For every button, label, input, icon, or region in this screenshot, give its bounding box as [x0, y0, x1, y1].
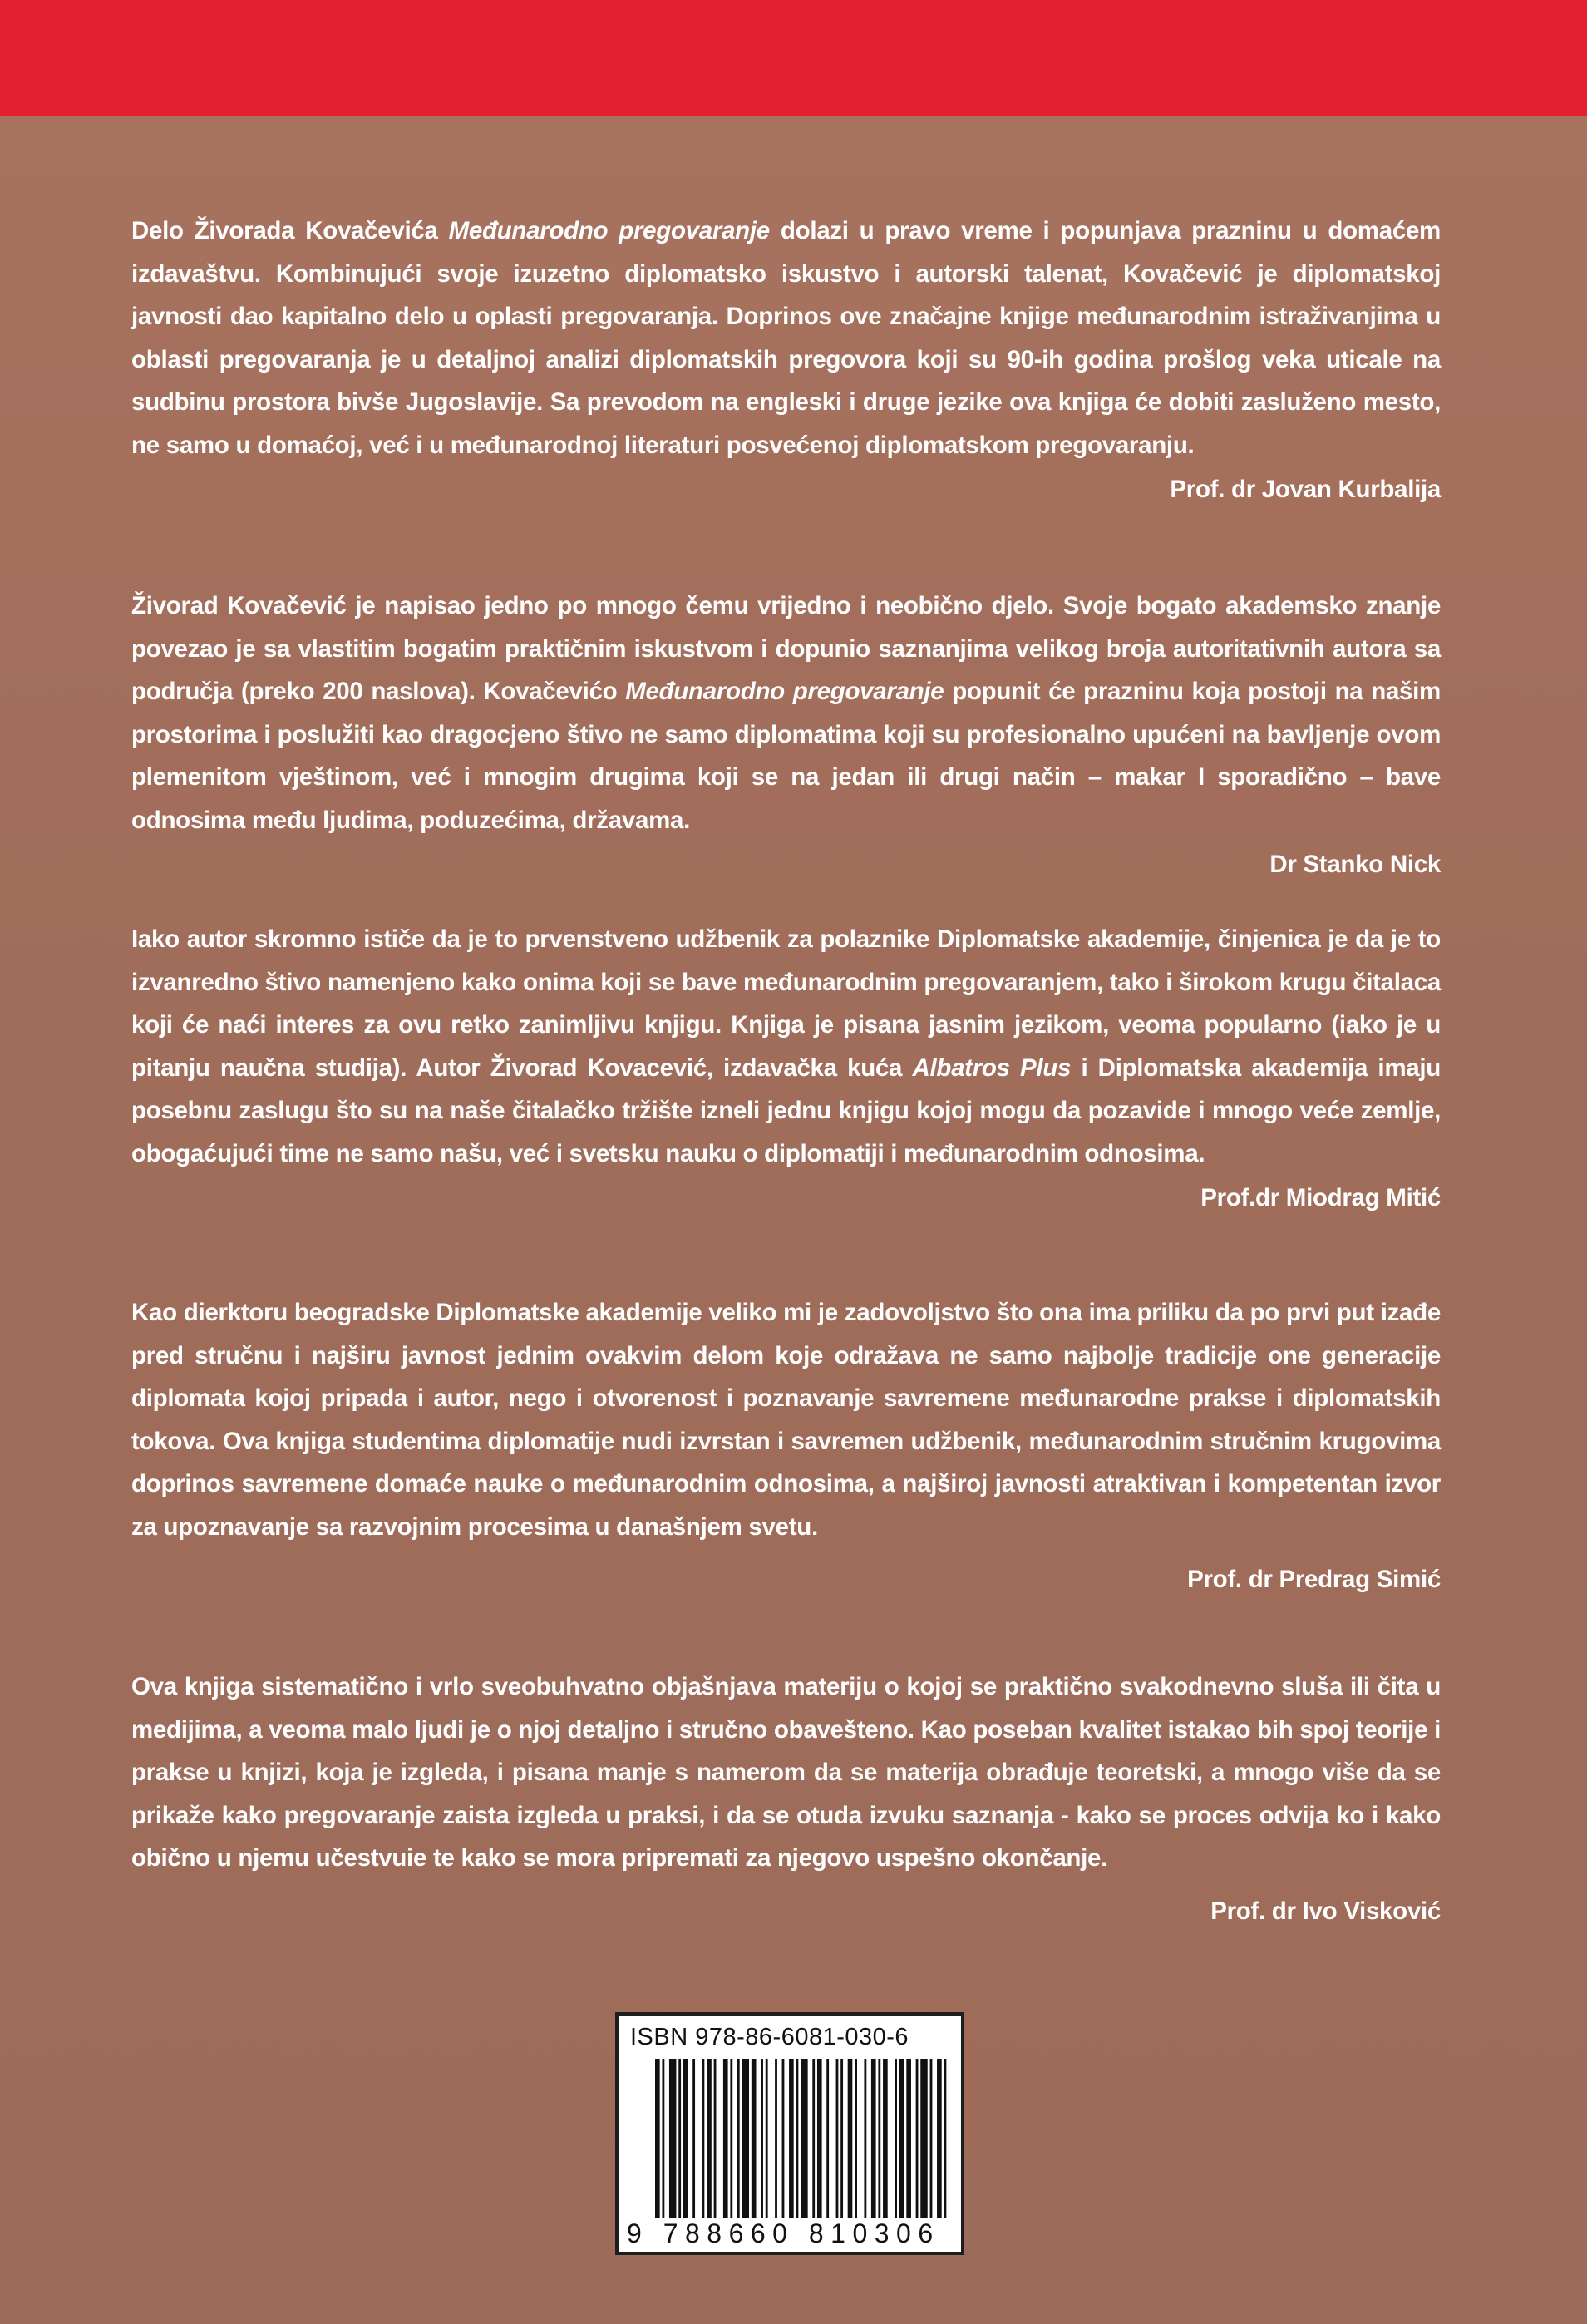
- review-nick: [131, 585, 1441, 886]
- review-author: Dr Stanko Nick: [1269, 851, 1441, 878]
- review-kurbalija: [131, 210, 1441, 511]
- isbn-barcode-box: [615, 2012, 964, 2255]
- isbn-label: ISBN 978-86-6081-030-6: [630, 2024, 909, 2050]
- review-author: Prof.dr Miodrag Mitić: [1200, 1184, 1441, 1211]
- review-author: Prof. dr Jovan Kurbalija: [1170, 476, 1441, 503]
- review-text: Kao dierktoru beogradske Diplomatske akademije veliko mi je zadovoljstvo što ona ima priliku da po prvi put izađe pred stručnu i najširu javnost jednim ovakvim delom koje odražava ne samo najbolje tradicije one generacije diplomata kojoj pripada i autor, nego i otvorenost i poznavanje savremene međunarodne prakse i diplomatskih tokova. Ova knjiga studentima diplomatije nudi izvrstan i savremen udžbenik, međunarodnim stručnim krugovima doprinos savremene domaće nauke o međunarodnim odnosima, a najširoj javnosti atraktivan i kompetentan izvor za upoznavanje sa razvojnim procesima u današnjem svetu.: [131, 1299, 1441, 1541]
- review-simic: [131, 1291, 1441, 1601]
- red-top-band: [0, 0, 1587, 116]
- barcode-digits: 9 788660 810306: [627, 2218, 959, 2249]
- review-author: Prof. dr Predrag Simić: [1187, 1566, 1441, 1593]
- review-text: Živorad Kovačević je napisao jedno po mnogo čemu vrijedno i neobično djelo. Svoje bogato akademsko znanje povezao je sa vlastitim bogatim praktičnim iskustvom i dopunio saznanjima velikog broja autoritativnih autora sa područja (preko 200 naslova). Kovačevićo Međunarodno pregovaranje popunit će prazninu koja postoji na našim prostorima i poslužiti kao dragocjeno štivo ne samo diplomatima koji su profesionalno upućeni na bavljenje ovom plemenitom vještinom, već i mnogim drugima koji se na jedan ili drugi način – makar I sporadično – bave odnosima među ljudima, poduzećima, državama.: [131, 592, 1441, 834]
- review-viskovic: [131, 1665, 1441, 1932]
- review-text: Iako autor skromno ističe da je to prvenstveno udžbenik za polaznike Diplomatske akademije, činjenica je da je to izvanredno štivo namenjeno kako onima koji se bave međunarodnim pregovaranjem, tako i širokom krugu čitalaca koji će naći interes za ovu retko zanimljivu knjigu. Knjiga je pisana jasnim jezikom, veoma popularno (iako je u pitanju naučna studija). Autor Živorad Kovacević, izdavačka kuća Albatros Plus i Diplomatska akademija imaju posebnu zaslugu što su na naše čitalačko tržište izneli jednu knjigu kojoj mogu da pozavide i mnogo veće zemlje, obogaćujući time ne samo našu, već i svetsku nauku o diplomatiji i međunarodnim odnosima.: [131, 925, 1441, 1167]
- review-text: Delo Živorada Kovačevića Međunarodno pregovaranje dolazi u pravo vreme i popunjava prazninu u domaćem izdavaštvu. Kombinujući svoje izuzetno diplomatsko iskustvo i autorski talenat, Kovačević je diplomatskoj javnosti dao kapitalno delo u oplasti pregovaranja. Doprinos ove značajne knjige međunarodnim istraživanjima u oblasti pregovaranja je u detaljnoj analizi diplomatskih pregovora koji su 90-ih godina prošlog veka uticale na sudbinu prostora bivše Jugoslavije. Sa prevodom na engleski i druge jezike ova knjiga će dobiti zasluženo mesto, ne samo u domaćoj, već i u međunarodnoj literaturi posvećenoj diplomatskom pregovaranju.: [131, 217, 1441, 459]
- review-text: Ova knjiga sistematično i vrlo sveobuhvatno objašnjava materiju o kojoj se praktično svakodnevno sluša ili čita u medijima, a veoma malo ljudi je o njoj detaljno i stručno obavešteno. Kao poseban kvalitet istakao bih spoj teorije i prakse u knjizi, koja je izgleda, i pisana manje s namerom da se materija obrađuje teoretski, a mnogo više da se prikaže kako pregovaranje zaista izgleda u praksi, i da se otuda izvuku saznanja - kako se proces odvija ko i kako obično u njemu učestvuie te kako se mora pripremati za njegovo uspešno okončanje.: [131, 1673, 1441, 1872]
- review-mitic: [131, 918, 1441, 1220]
- barcode-icon: [655, 2059, 951, 2225]
- review-author: Prof. dr Ivo Visković: [1210, 1897, 1441, 1925]
